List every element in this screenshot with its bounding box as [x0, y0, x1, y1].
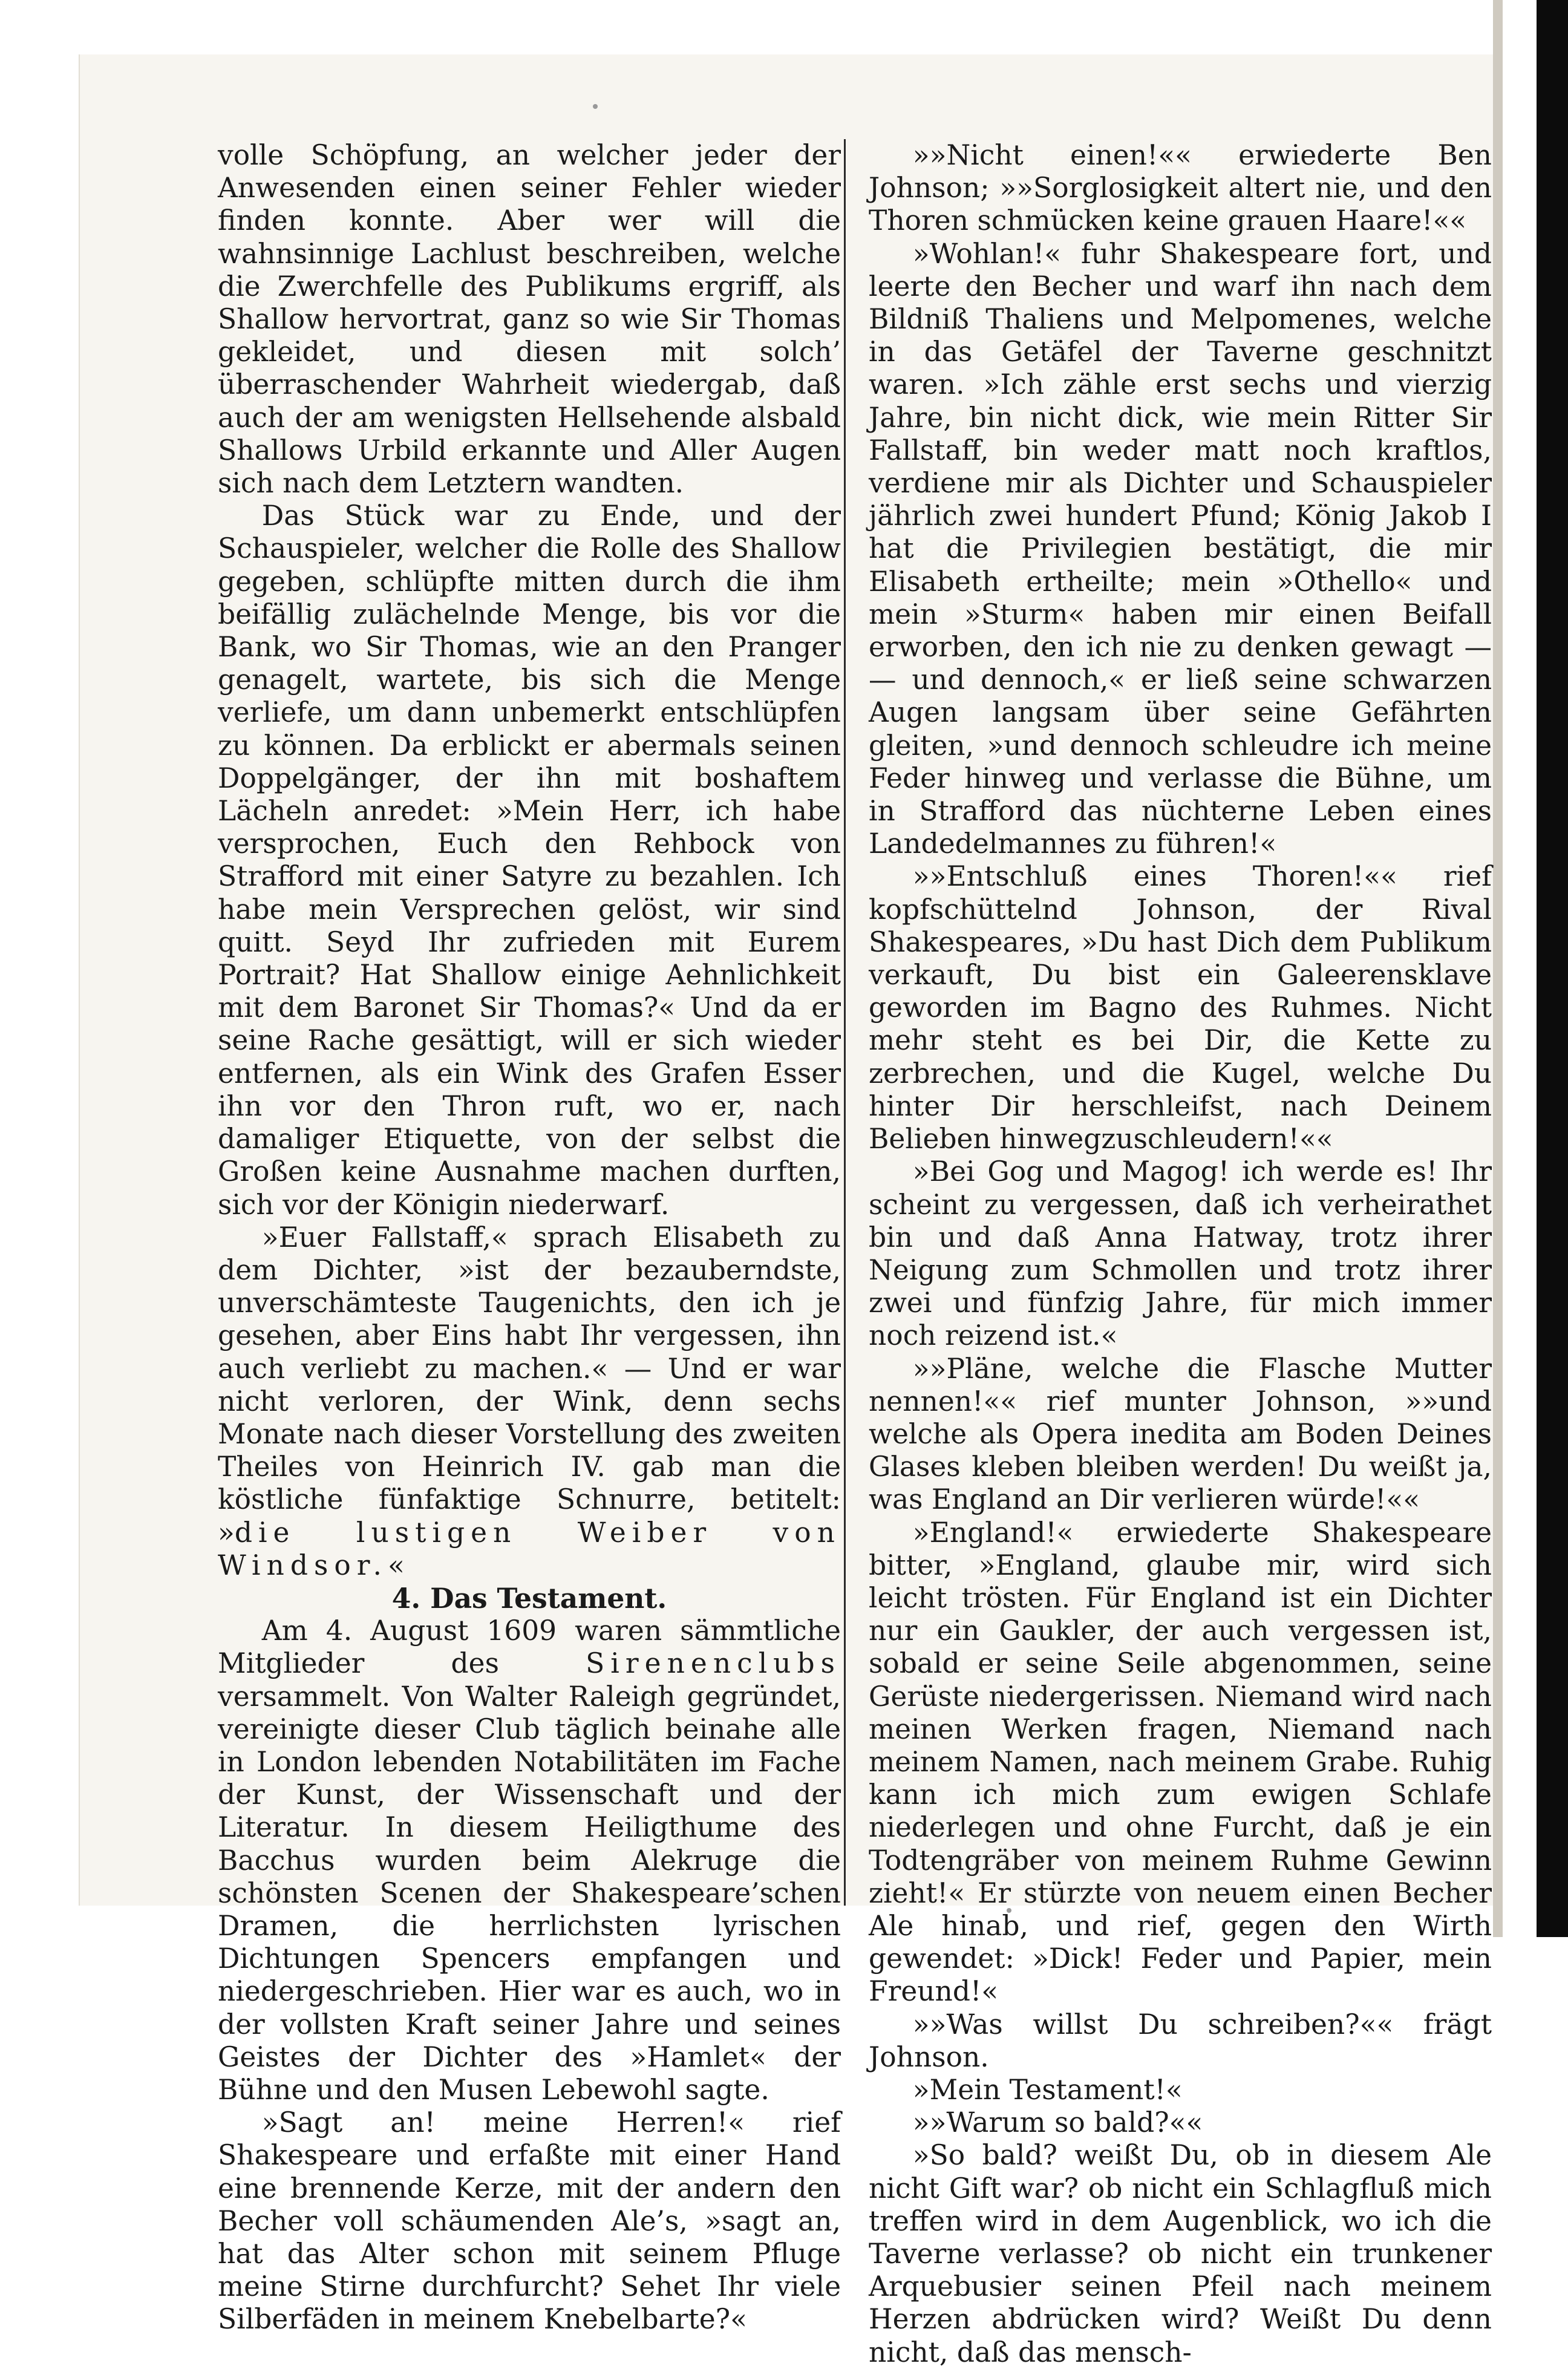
play-title: die lustigen Weiber von Windsor.: [218, 1516, 841, 1581]
paragraph: »»Entschluß eines Thoren!«« rief kopfschüttelnd Johnson, der Rival Shakespeares, »Du hast Dich dem Publikum verkauft, Du bist ein Galeerensklave geworden im Bagno des Ruhmes. Nicht mehr steht es bei Dir, die Kette zu zerbrechen, und die Kugel, welche Du hinter Dir herschleifst, nach Deinem Belieben hinwegzuschleudern!««: [869, 860, 1492, 1155]
scan-border: [1537, 0, 1568, 1937]
paragraph-text: versammelt. Von Walter Raleigh gegründet, vereinigte dieser Club täglich beinahe alle in London lebenden Notabilitäten im Fache der Kunst, der Wissenschaft und der Literatur. In diesem Heiligthume des Bacchus wurden beim Alekruge die schönsten Scenen der Shakespeare’schen Dramen, die herrlichsten lyrischen Dichtungen Spencers empfangen und niedergeschrieben. Hier war es auch, wo in der vollsten Kraft seiner Jahre und seines Geistes der Dichter des »Hamlet« der Bühne und den Musen Lebewohl sagte.: [218, 1680, 841, 2106]
paragraph: »Bei Gog und Magog! ich werde es! Ihr scheint zu vergessen, daß ich verheirathet bin und daß Anna Hatway, trotz ihrer Neigung zum Schmollen und trotz ihrer zwei und fünfzig Jahre, für mich immer noch reizend ist.«: [869, 1155, 1492, 1352]
paragraph: »»Warum so bald?««: [912, 2106, 1203, 2139]
paragraph: [218, 1221, 841, 1582]
print-speck: [593, 104, 598, 109]
paragraph-text: »Euer Fallstaff,« sprach Elisabeth zu dem Dichter, »ist der bezauberndste, unverschämteste Taugenichts, den ich je gesehen, aber Eins habt Ihr vergessen, ihn auch verliebt zu machen.« — Und er war nicht verloren, der Wink, denn sechs Monate nach dieser Vorstellung des zweiten Theiles von Heinrich IV. gab man die köstliche fünfaktige Schnurre, betitelt: »: [218, 1221, 841, 1549]
left-column: [218, 139, 841, 2336]
paragraph: [218, 1615, 841, 2106]
paragraph-text: Am 4. August 1609 waren sämmtliche Mitglieder des: [218, 1615, 841, 1680]
club-name: Sirenenclubs: [586, 1647, 841, 1680]
page-edge-shadow: [1493, 0, 1503, 1937]
column-divider: [844, 139, 846, 1906]
paragraph: Das Stück war zu Ende, und der Schauspieler, welcher die Rolle des Shallow gegeben, schlüpfte mitten durch die ihm beifällig zulächelnde Menge, bis vor die Bank, wo Sir Thomas, wie an den Pranger genagelt, wartete, bis sich die Menge verliefe, um dann unbemerkt entschlüpfen zu können. Da erblickt er abermals seinen Doppelgänger, der ihn mit boshaftem Lächeln anredet: »Mein Herr, ich habe versprochen, Euch den Rehbock von Strafford mit einer Satyre zu bezahlen. Ich habe mein Versprechen gelöst, wir sind quitt. Seyd Ihr zufrieden mit Eurem Portrait? Hat Shallow einige Aehnlichkeit mit dem Baronet Sir Thomas?« Und da er seine Rache gesättigt, will er sich wieder entfernen, als ein Wink des Grafen Esser ihn vor den Thron ruft, wo er, nach damaliger Etiquette, von der selbst die Großen keine Ausnahme machen durften, sich vor der Königin niederwarf.: [218, 500, 841, 1221]
section-heading: 4. Das Testament.: [391, 1581, 667, 1615]
paragraph: »So bald? weißt Du, ob in diesem Ale nicht Gift war? ob nicht ein Schlagfluß mich treffen wird in dem Augenblick, wo ich die Taverne verlasse? ob nicht ein trunkener Arquebusier seinen Pfeil nach meinem Herzen abdrücken wird? Weißt Du denn nicht, daß das mensch-: [869, 2139, 1492, 2368]
paragraph: »Sagt an! meine Herren!« rief Shakespeare und erfaßte mit einer Hand eine brennende Kerze, mit der andern den Becher voll schäumenden Ale’s, »sagt an, hat das Alter schon mit seinem Pfluge meine Stirne durchfurcht? Sehet Ihr viele Silberfäden in meinem Knebelbarte?«: [218, 2106, 841, 2336]
closing-quote: «: [388, 1549, 405, 1581]
paragraph: volle Schöpfung, an welcher jeder der Anwesenden einen seiner Fehler wieder finden konnte. Aber wer will die wahnsinnige Lachlust beschreiben, welche die Zwerchfelle des Publikums ergriff, als Shallow hervortrat, ganz so wie Sir Thomas gekleidet, und diesen mit solch’ überraschender Wahrheit wiedergab, daß auch der am wenigsten Hellsehende alsbald Shallows Urbild erkannte und Aller Augen sich nach dem Letztern wandten.: [218, 139, 841, 500]
paragraph: »»Nicht einen!«« erwiederte Ben Johnson; »»Sorglosigkeit altert nie, und den Thoren schmücken keine grauen Haare!««: [869, 139, 1492, 237]
paragraph: »England!« erwiederte Shakespeare bitter, »England, glaube mir, wird sich leicht trösten. Für England ist ein Dichter nur ein Gaukler, der auch vergessen ist, sobald er seine Seile abgenommen, seine Gerüste niedergerissen. Niemand wird nach meinen Werken fragen, Niemand nach meinem Namen, nach meinem Grabe. Ruhig kann ich mich zum ewigen Schlafe niederlegen und ohne Furcht, daß je ein Todtengräber von meinem Ruhme Gewinn zieht!« Er stürzte von neuem einen Becher Ale hinab, und rief, gegen den Wirth gewendet: »Dick! Feder und Papier, mein Freund!«: [869, 1516, 1492, 2008]
paragraph: »Mein Testament!«: [912, 2073, 1183, 2106]
paragraph: »Wohlan!« fuhr Shakespeare fort, und leerte den Becher und warf ihn nach dem Bildniß Thaliens und Melpomenes, welche in das Getäfel der Taverne geschnitzt waren. »Ich zähle erst sechs und vierzig Jahre, bin nicht dick, wie mein Ritter Sir Fallstaff, bin weder matt noch kraftlos, verdiene mir als Dichter und Schauspieler jährlich zwei hundert Pfund; König Jakob I hat die Privilegien bestätigt, die mir Elisabeth ertheilte; mein »Othello« und mein »Sturm« haben mir einen Beifall erworben, den ich nie zu denken gewagt — — und dennoch,« er ließ seine schwarzen Augen langsam über seine Gefährten gleiten, »und dennoch schleudre ich meine Feder hinweg und verlasse die Bühne, um in Strafford das nüchterne Leben eines Landedelmannes zu führen!«: [869, 237, 1492, 860]
paragraph: »»Was willst Du schreiben?«« frägt Johnson.: [869, 2008, 1492, 2073]
right-column: [869, 139, 1492, 2369]
paragraph: »»Pläne, welche die Flasche Mutter nennen!«« rief munter Johnson, »»und welche als Opera inedita am Boden Deines Glases kleben bleiben werden! Du weißt ja, was England an Dir verlieren würde!««: [869, 1352, 1492, 1516]
